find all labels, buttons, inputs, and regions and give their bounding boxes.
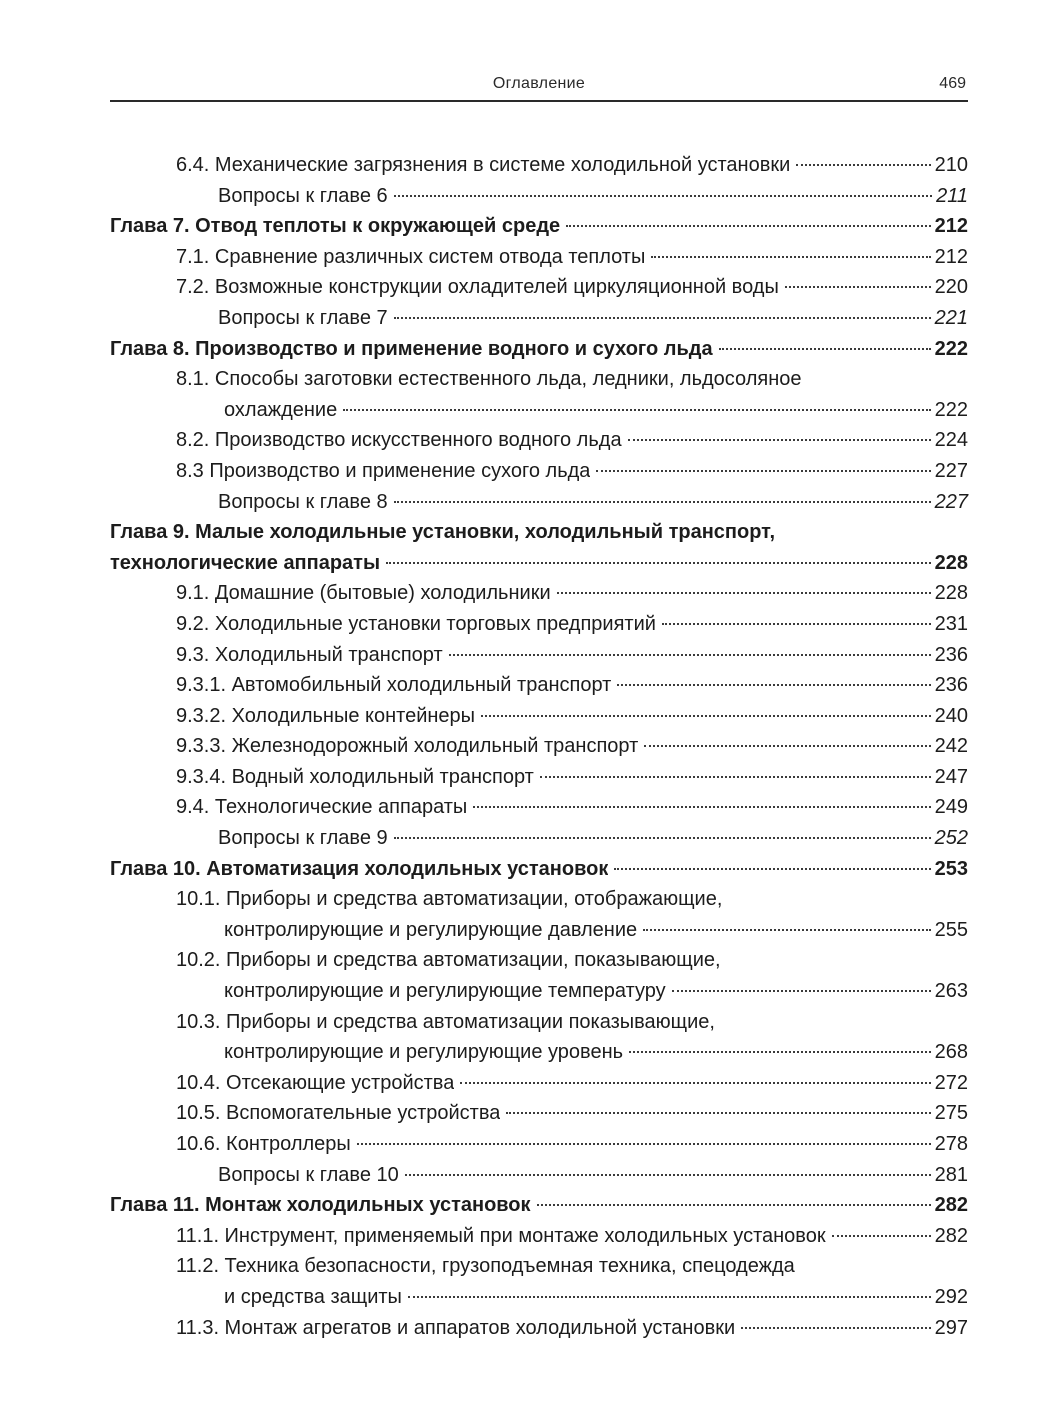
running-title: Оглавление [492, 75, 586, 92]
table-of-contents [110, 150, 968, 1343]
toc-entry[interactable]: 8.2. Производство искусственного водного льда 224 [176, 429, 968, 452]
toc-entry[interactable]: 7.1. Сравнение различных систем отвода теплоты 212 [176, 245, 968, 268]
toc-chapter[interactable]: Глава 8. Производство и применение водного и сухого льда 222 [110, 337, 968, 360]
toc-entry-questions[interactable]: Вопросы к главе 10 281 [218, 1163, 968, 1186]
toc-entry-line2[interactable]: контролирующие и регулирующие давление 255 [224, 918, 968, 941]
toc-entry[interactable]: 9.3.1. Автомобильный холодильный транспорт 236 [176, 674, 968, 697]
toc-entry[interactable]: 10.4. Отсекающие устройства 272 [176, 1071, 968, 1094]
toc-chapter[interactable]: Глава 7. Отвод теплоты к окружающей среде 212 [110, 215, 968, 238]
toc-entry[interactable]: 10.6. Контроллеры 278 [176, 1133, 968, 1155]
page-header [110, 72, 968, 102]
toc-entry-line2[interactable]: контролирующие и регулирующие уровень 268 [224, 1041, 968, 1064]
toc-chapter-line2[interactable]: технологические аппараты 228 [110, 551, 968, 574]
toc-entry-line1[interactable]: 10.3. Приборы и средства автоматизации показывающие, [176, 1010, 715, 1033]
toc-entry[interactable]: 9.3.2. Холодильные контейнеры 240 [176, 704, 968, 727]
toc-entry-questions[interactable]: Вопросы к главе 6 211 [218, 184, 968, 207]
toc-chapter[interactable]: Глава 11. Монтаж холодильных установок 282 [110, 1194, 968, 1217]
toc-entry[interactable]: 11.3. Монтаж агрегатов и аппаратов холодильной установки 297 [176, 1316, 968, 1339]
toc-entry-line1[interactable]: 11.2. Техника безопасности, грузоподъемная техника, спецодежда [176, 1255, 795, 1278]
toc-chapter[interactable]: Глава 10. Автоматизация холодильных установок 253 [110, 857, 968, 880]
toc-entry-line2[interactable]: и средства защиты 292 [224, 1285, 968, 1308]
toc-entry[interactable]: 9.1. Домашние (бытовые) холодильники 228 [176, 582, 968, 605]
toc-entry-questions[interactable]: Вопросы к главе 9 252 [218, 827, 968, 850]
toc-entry-line1[interactable]: 10.2. Приборы и средства автоматизации, показывающие, [176, 949, 721, 972]
toc-entry-line2[interactable]: контролирующие и регулирующие температуру 263 [224, 980, 968, 1003]
toc-entry-line1[interactable]: 10.1. Приборы и средства автоматизации, отображающие, [176, 888, 723, 911]
toc-entry[interactable]: 9.3.4. Водный холодильный транспорт 247 [176, 765, 968, 788]
toc-entry[interactable]: 9.2. Холодильные установки торговых предприятий 231 [176, 612, 968, 635]
toc-chapter-line1[interactable]: Глава 9. Малые холодильные установки, холодильный транспорт, [110, 521, 776, 544]
toc-entry[interactable]: 6.4. Механические загрязнения в системе холодильной установки 210 [176, 154, 968, 176]
toc-entry[interactable]: 9.3. Холодильный транспорт 236 [176, 643, 968, 666]
toc-entry-line2[interactable]: охлаждение 222 [224, 398, 968, 421]
toc-entry-line1[interactable]: 8.1. Способы заготовки естественного льда, ледники, льдосоляное [176, 368, 802, 391]
toc-entry[interactable]: 11.1. Инструмент, применяемый при монтаже холодильных установок 282 [176, 1224, 968, 1247]
page-number: 469 [939, 75, 966, 92]
toc-entry[interactable]: 9.3.3. Железнодорожный холодильный транспорт 242 [176, 735, 968, 758]
toc-entry[interactable]: 7.2. Возможные конструкции охладителей циркуляционной воды 220 [176, 276, 968, 299]
toc-entry-questions[interactable]: Вопросы к главе 8 227 [218, 490, 968, 513]
toc-entry[interactable]: 8.3 Производство и применение сухого льда 227 [176, 459, 968, 482]
toc-entry-questions[interactable]: Вопросы к главе 7 221 [218, 306, 968, 329]
toc-entry[interactable]: 9.4. Технологические аппараты 249 [176, 796, 968, 819]
toc-entry[interactable]: 10.5. Вспомогательные устройства 275 [176, 1102, 968, 1125]
